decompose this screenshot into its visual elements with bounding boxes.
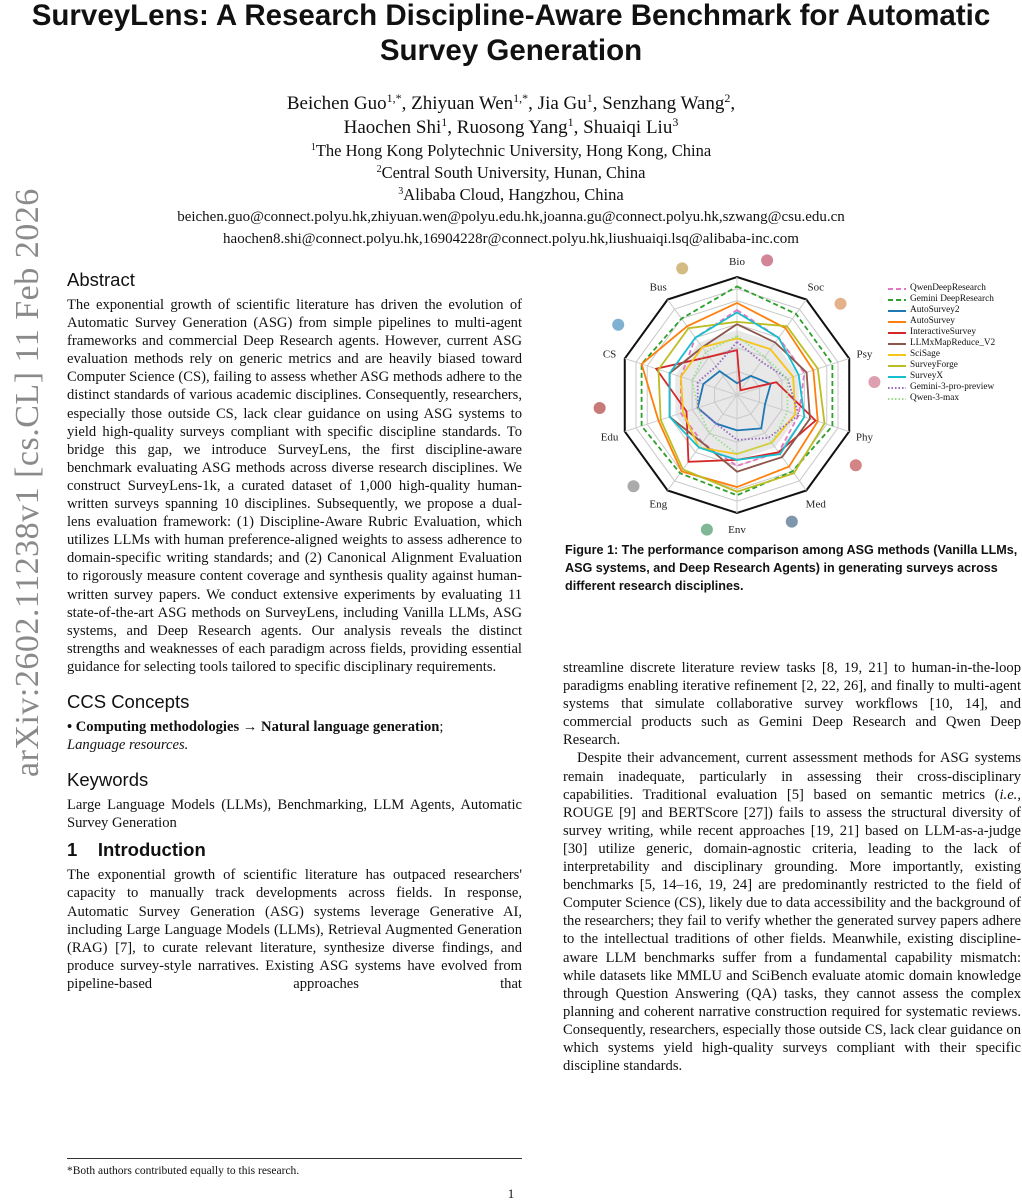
axis-label-edu: Edu [600, 431, 619, 444]
axis-label-med: Med [805, 498, 826, 511]
books-icon [594, 402, 606, 414]
p2-ie: i.e. [999, 786, 1018, 803]
affiliations [0, 140, 1022, 206]
legend-swatch [888, 298, 906, 302]
computer-icon [612, 319, 624, 331]
author-name: Jia Gu [537, 93, 587, 114]
p2-part-a: Despite their advancement, current assessment methods for ASG systems remain inadequate, particularly in assessing their cross-disciplinary capabilities. Traditional evaluation [5] based on semantic metrics ( [563, 750, 1021, 803]
legend-item [888, 360, 995, 371]
figure-caption: Figure 1: The performance comparison among ASG methods (Vanilla LLMs, ASG systems, and Deep Research Agents) in generating surveys across different research disciplines. [565, 543, 1018, 593]
ccs-italic: Language resources. [67, 737, 189, 754]
left-column [67, 268, 522, 993]
chart-legend [888, 283, 995, 404]
author-affiliation-mark: 3 [672, 115, 679, 129]
legend-label: InteractiveSurvey [910, 327, 977, 337]
legend-swatch [888, 364, 906, 368]
legend-swatch [888, 397, 906, 401]
legend-item [888, 327, 995, 338]
abstract-text: The exponential growth of scientific literature has driven the evolution of Automatic Survey Generation (ASG) from simple pipelines to multi-agent frameworks and commercial Deep Research agents. However, current ASG evaluation methods rely on generic metrics and are heavily biased toward Computer Science (CS), failing to assess whether ASG methods adhere to the distinct standards of various academic disciplines. Consequently, researchers, especially those outside CS, lack clear guidance on using ASG systems to yield high-quality surveys compliant with specific discipline standards. To bridge this gap, we introduce SurveyLens, the first discipline-aware benchmark evaluating ASG methods across diverse research disciplines. We construct SurveyLens-1k, a curated dataset of 1,000 high-quality human-written surveys spanning 10 disciplines. Subsequently, we propose a dual-lens evaluation framework: (1) Discipline-Aware Rubric Evaluation, which utilizes LLMs with human preference-aligned weights to assess adherence to domain-specific writing standards; and (2) Canonical Alignment Evaluation to rigorously measure content coverage and synthesis quality against human-written survey papers. We conduct extensive experiments by evaluating 11 state-of-the-art ASG methods on SurveyLens, including Vanilla LLMs, ASG systems, and Deep Research agents. Our analysis reveals the distinct strengths and weaknesses of each paradigm across fields, providing essential guidance for selecting tools tailored to specific disciplinary requirements. [67, 297, 522, 675]
legend-label: Gemini DeepResearch [910, 294, 994, 304]
intro-paragraph-1-cont: streamline discrete literature review tasks [8, 19, 21] to human-in-the-loop paradigms enabling iterative refinement [2, 22, 26], and finally to multi-agent systems that simulate collaborative survey workflows [10, 14], and commercial products such as Gemini Deep Research and Qwen Deep Research. [563, 660, 1021, 749]
ccs-sep: ; [439, 718, 444, 735]
axis-label-cs: CS [602, 348, 617, 361]
legend-label: QwenDeepResearch [910, 283, 986, 293]
axis-label-psy: Psy [856, 348, 873, 361]
author-name: Zhiyuan Wen [411, 93, 514, 114]
legend-swatch [888, 342, 906, 346]
intro-heading: 1 Introduction [67, 839, 206, 861]
legend-item [888, 371, 995, 382]
author-line-2: Haochen Shi$^1$, Ruosong Yang$^1$, Shuaiqi Liu$^3$ [343, 115, 679, 138]
axis-label-env: Env [728, 524, 746, 536]
author-affiliation-mark: 2 [724, 91, 731, 105]
right-column [563, 659, 1021, 1075]
legend-swatch [888, 287, 906, 291]
legend-label: LLMxMapReduce_V2 [910, 338, 996, 348]
legend-item [888, 338, 995, 349]
author-affiliation-mark: 1,* [513, 91, 529, 105]
legend-label: AutoSurvey2 [910, 305, 960, 315]
affiliation: $^1$The Hong Kong Polytechnic University, Hong Kong, China [310, 141, 712, 160]
email-line-1: beichen.guo@connect.polyu.hk,zhiyuan.wen@polyu.edu.hk,joanna.gu@connect.polyu.hk,szwang@csu.edu.cn [177, 209, 845, 225]
legend-swatch [888, 309, 906, 313]
gear-icon [627, 480, 639, 492]
author-affiliation-mark: 1 [441, 115, 448, 129]
affiliation: $^3$Alibaba Cloud, Hangzhou, China [398, 185, 624, 204]
intro-paragraph-1: The exponential growth of scientific literature has outpaced researchers' capacity to manually track developments across fields. In response, Automatic Survey Generation (ASG) systems leverage Generative AI, including Large Language Models (LLMs), Retrieval Augmented Generation (RAG) [7], to curate relevant literature, synthesize diverse findings, and produce survey-style narratives. Existing ASG systems have evolved from pipeline-based approaches that [67, 867, 522, 992]
abstract-heading: Abstract [67, 269, 135, 290]
ccs-text [67, 718, 522, 754]
legend-item [888, 283, 995, 294]
atom-icon [850, 459, 862, 471]
legend-item [888, 294, 995, 305]
keywords-text: Large Language Models (LLMs), Benchmarking, LLM Agents, Automatic Survey Generation [67, 797, 522, 832]
axis-label-phy: Phy [855, 431, 874, 444]
legend-label: Gemini-3-pro-preview [910, 382, 995, 392]
footnote: *Both authors contributed equally to this research. [67, 1158, 522, 1177]
author-name: Beichen Guo [286, 93, 387, 114]
author-affiliation-mark: 1 [567, 115, 574, 129]
legend-item [888, 316, 995, 327]
legend-label: Qwen-3-max [910, 393, 960, 403]
legend-label: SurveyX [910, 371, 944, 381]
ccs-heading: CCS Concepts [67, 690, 190, 712]
axis-label-bio: Bio [729, 256, 745, 268]
author-name: Ruosong Yang [456, 117, 568, 138]
author-name: Senzhang Wang [602, 93, 725, 114]
axis-label-eng: Eng [649, 498, 668, 511]
author-block [0, 92, 1022, 250]
stethoscope-icon [786, 516, 798, 528]
money-bag-icon [676, 262, 688, 274]
legend-label: SurveyForge [910, 360, 958, 370]
legend-swatch [888, 386, 906, 390]
legend-item [888, 349, 995, 360]
paper-title: SurveyLens: A Research Discipline-Aware Benchmark for Automatic Survey Generation [31, 0, 991, 67]
brain-icon [868, 376, 880, 388]
arxiv-stamp: arXiv:2602.11238v1 [cs.CL] 11 Feb 2026 [9, 188, 46, 777]
axis-label-bus: Bus [649, 281, 667, 294]
globe-icon [701, 524, 713, 536]
affiliation: $^2$Central South University, Hunan, China [376, 163, 646, 182]
legend-label: AutoSurvey [910, 316, 955, 326]
legend-label: SciSage [910, 349, 940, 359]
author-line-1: Beichen Guo$^{1,*}$, Zhiyuan Wen$^{1,*}$, Jia Gu$^1$, Senzhang Wang$^2$, [286, 91, 736, 114]
intro-paragraph-2 [563, 749, 1021, 1075]
author-affiliation-mark: 1,* [386, 91, 402, 105]
dna-icon [761, 254, 773, 266]
legend-swatch [888, 353, 906, 357]
author-name: Haochen Shi [343, 117, 442, 138]
axis-label-soc: Soc [807, 281, 825, 294]
legend-swatch [888, 331, 906, 335]
author-name: Shuaiqi Liu [583, 117, 673, 138]
handshake-icon [835, 298, 847, 310]
page-number: 1 [507, 1186, 515, 1201]
legend-swatch [888, 375, 906, 379]
email-line-2: haochen8.shi@connect.polyu.hk,16904228r@connect.polyu.hk,liushuaiqi.lsq@alibaba-inc.com [223, 231, 799, 247]
radar-chart [600, 256, 882, 536]
legend-item [888, 393, 995, 404]
ccs-bold: • Computing methodologies → Natural language generation [67, 718, 440, 735]
legend-swatch [888, 320, 906, 324]
legend-item [888, 382, 995, 393]
legend-item [888, 305, 995, 316]
keywords-heading: Keywords [67, 769, 149, 791]
p2-part-b: , ROUGE [9] and BERTScore [27]) fails to assess the structural diversity of survey writing, while recent approaches [19, 21] based on LLM-as-a-judge [30] utilize generic, domain-agnostic criteria, leading to the lack of interpretability and disciplinary grounding. More importantly, existing benchmarks [5, 14–16, 19, 24] are predominantly restricted to the field of Computer Science (CS), likely due to data accessibility and the background of the researchers; they fail to verify whether the generated survey papers adhere to the intellectual traditions of other fields. Meanwhile, existing discipline-aware LLM benchmarks suffer from a fundamental capability mismatch: while datasets like MMLU and SciBench evaluate atomic domain knowledge through Question Answering (QA) tasks, they cannot assess the complex planning and coherent narrative construction required for systematic reviews. Consequently, researchers, especially those outside CS, lack clear guidance on which systems yield high-quality surveys compliant with their specific discipline standards. [563, 786, 1021, 1075]
author-affiliation-mark: 1 [586, 91, 593, 105]
